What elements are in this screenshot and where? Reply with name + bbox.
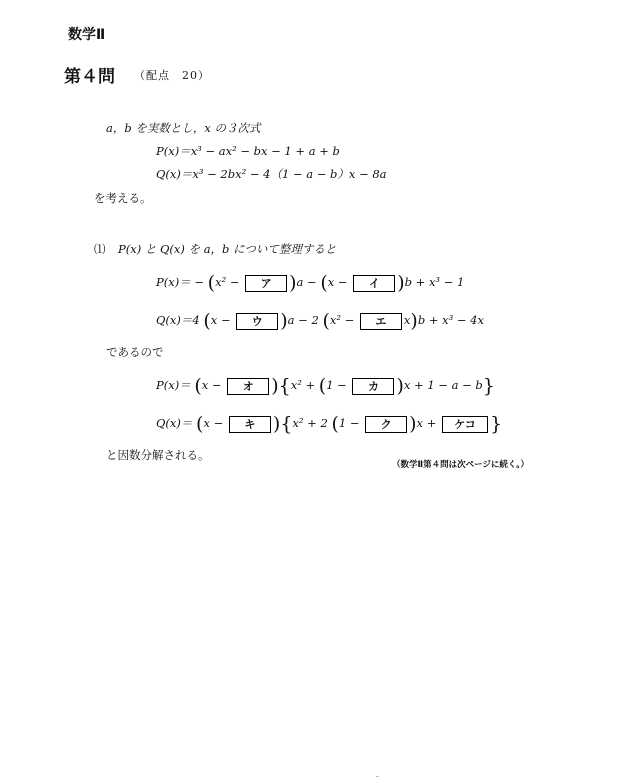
paren-open: ( [194, 375, 202, 397]
brace-open: { [280, 413, 293, 435]
answer-box-e[interactable]: エ [360, 313, 402, 330]
eq-text: a − [296, 275, 321, 289]
equation-q-factored [156, 413, 502, 435]
eq-text: x² + [290, 378, 316, 392]
brace-close: } [489, 413, 503, 435]
brace-open: { [278, 375, 291, 397]
paren-close: ) [396, 375, 404, 397]
since-text: であるので [106, 345, 164, 359]
answer-box-i[interactable]: イ [353, 275, 395, 292]
eq-text: Q(x)＝ [156, 416, 193, 430]
paren-open: ( [207, 272, 216, 294]
points-label: （配点 20） [134, 69, 210, 82]
eq-text: x² + 2 [292, 416, 328, 430]
eq-text: x − [210, 313, 231, 327]
paren-open: ( [318, 375, 327, 397]
eq-text: b + x³ − 1 [404, 275, 465, 289]
answer-box-keko[interactable]: ケコ [442, 416, 488, 433]
eq-text: x [403, 313, 411, 327]
paren-close: ) [289, 272, 297, 294]
page-mark [376, 776, 379, 777]
answer-box-o[interactable]: オ [227, 378, 269, 395]
eq-text: x − [203, 416, 224, 430]
p-definition: P(x)＝x³ − ax² − bx − 1 + a + b [156, 144, 340, 158]
paren-close: ) [409, 413, 417, 435]
eq-text: Q(x)＝4 [156, 313, 200, 327]
intro-line: a，b を実数とし，x の３次式 [106, 121, 261, 135]
eq-text: x + [416, 416, 437, 430]
eq-text: a − 2 [287, 313, 319, 327]
eq-text: x² − [215, 275, 240, 289]
equation-p-rearranged [156, 272, 464, 294]
factored-text: と因数分解される。 [106, 448, 210, 462]
answer-box-ka[interactable]: カ [352, 378, 394, 395]
equation-q-rearranged [156, 310, 484, 332]
paren-open: ( [203, 310, 211, 332]
paren-close: ) [410, 310, 418, 332]
paren-close: ) [280, 310, 288, 332]
brace-close: } [482, 375, 495, 397]
part-label: ⑴ [94, 242, 106, 256]
answer-box-a[interactable]: ア [245, 275, 287, 292]
answer-box-u[interactable]: ウ [236, 313, 278, 330]
q-definition: Q(x)＝x³ − 2bx² − 4（1 − a − b）x − 8a [156, 167, 387, 181]
paren-open: ( [331, 413, 339, 435]
paren-open: ( [320, 272, 328, 294]
eq-text: x² − [329, 313, 355, 327]
eq-text: 1 − [338, 416, 360, 430]
eq-text: 1 − [326, 378, 347, 392]
subject-title: 数学Ⅱ [68, 27, 106, 43]
eq-text: x − [201, 378, 222, 392]
paren-close: ) [397, 272, 405, 294]
paren-close: ) [272, 413, 281, 435]
answer-box-ki[interactable]: キ [229, 416, 271, 433]
part-lead: P(x) と Q(x) を a，b について整理すると [118, 242, 337, 256]
paren-open: ( [196, 413, 204, 435]
question-title: 第４問 [64, 67, 115, 87]
continued-note: （数学Ⅱ第４問は次ページに続く。） [392, 460, 530, 470]
paren-open: ( [322, 310, 330, 332]
eq-text: P(x)＝ − [156, 275, 204, 289]
equation-p-factored [156, 375, 495, 397]
eq-text: P(x)＝ [156, 378, 191, 392]
eq-text: b + x³ − 4x [417, 313, 484, 327]
paren-close: ) [271, 375, 279, 397]
eq-text: x + 1 − a − b [403, 378, 483, 392]
eq-text: x − [327, 275, 348, 289]
consider-text: を考える。 [94, 191, 152, 205]
answer-box-ku[interactable]: ク [365, 416, 407, 433]
